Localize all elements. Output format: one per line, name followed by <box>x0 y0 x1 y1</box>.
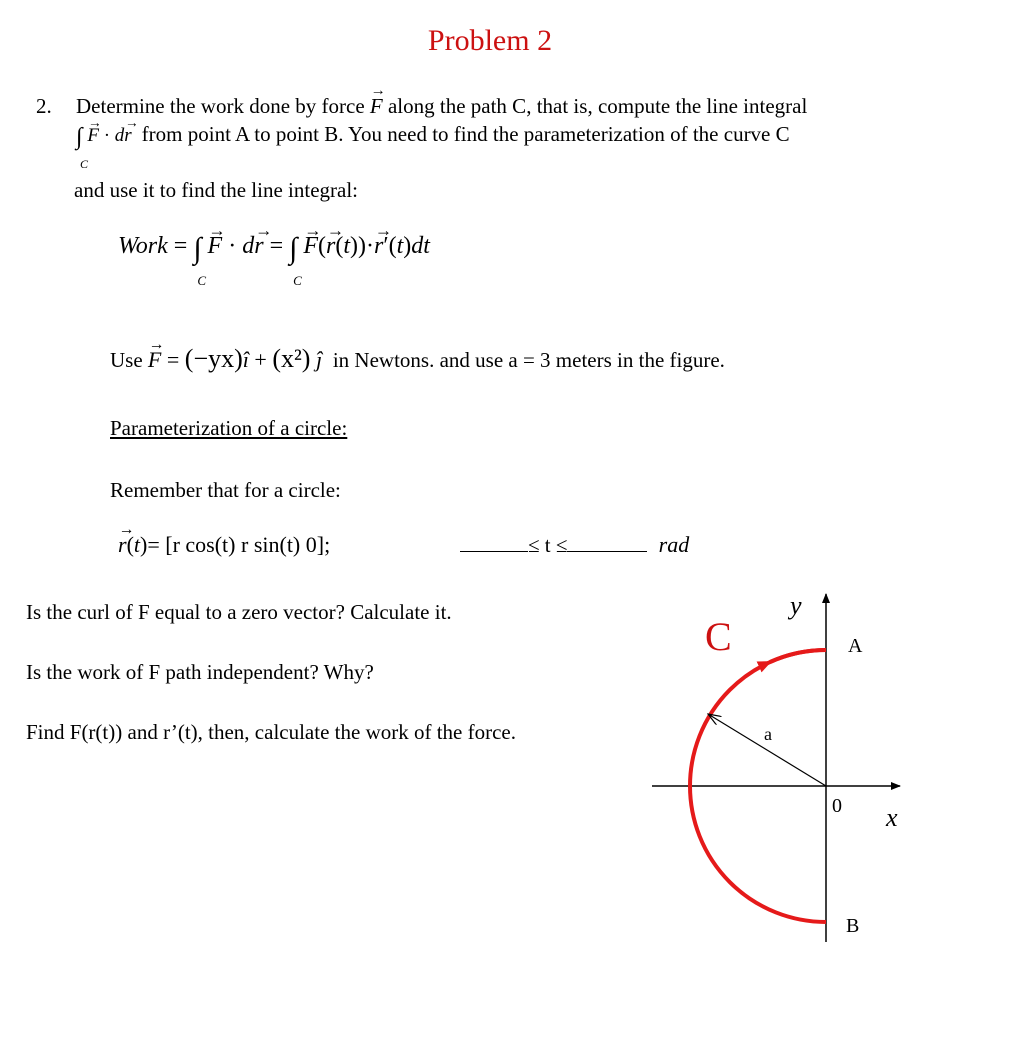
problem-line-2-text: from point A to point B. You need to find the parameterization of the curve C <box>141 122 790 146</box>
work-integral-sub-2: C <box>293 273 302 288</box>
curve-label: C <box>705 614 732 659</box>
point-a-label: A <box>848 635 863 657</box>
integral-subscript: C <box>80 157 89 171</box>
force-use-label: Use <box>110 348 143 372</box>
problem-line-1-text: Determine the work done by force <box>76 94 365 118</box>
problem-line-1b-text: along the path C, that is, compute the line integral <box>387 94 808 118</box>
x-axis-label: x <box>886 803 898 832</box>
work-lhs: Work <box>118 233 168 259</box>
bounds-middle: ≤ t ≤ <box>528 533 568 557</box>
line-integral-expression: ∫ → F · d→ r C <box>76 125 136 146</box>
force-definition: Use → F = (−yx)î + (x²) ĵ in Newtons. and use a = 3 meters in the figure. <box>110 344 725 374</box>
circle-parameterization: → r(t)= [r cos(t) r sin(t) 0]; <box>118 532 330 558</box>
force-units: in Newtons. and use a = 3 meters in the figure. <box>332 348 725 372</box>
unit-rad: rad <box>658 532 690 557</box>
work-integral-sub-1: C <box>197 273 206 288</box>
force-y-component: (x²) <box>272 344 311 373</box>
question-work: Find F(r(t)) and r’(t), then, calculate the work of the force. <box>26 720 517 744</box>
curve-direction-arrow <box>770 650 826 662</box>
work-equation: Work = ∫ C → F · d→ r = ∫ C → F(→ r(t))·→ r′(t)dt <box>118 232 430 266</box>
point-b-label: B <box>846 915 860 937</box>
parameterization-heading: Parameterization of a circle: <box>110 416 348 440</box>
force-x-component: (−yx) <box>184 344 243 373</box>
force-vector-symbol: → F <box>370 94 383 119</box>
radius-label: a <box>764 724 772 744</box>
problem-number: 2. <box>36 94 52 118</box>
question-path-independent: Is the work of F path independent? Why? <box>26 660 374 684</box>
page-title: Problem 2 <box>427 24 553 57</box>
origin-label: 0 <box>832 795 842 817</box>
question-curl: Is the curl of F equal to a zero vector? Calculate it. <box>26 600 452 624</box>
circle-rhs: = [r cos(t) r sin(t) 0]; <box>147 532 331 557</box>
parameterization-remember: Remember that for a circle: <box>110 478 341 502</box>
y-axis-label: y <box>790 591 802 620</box>
problem-line-3: and use it to find the line integral: <box>74 178 359 202</box>
